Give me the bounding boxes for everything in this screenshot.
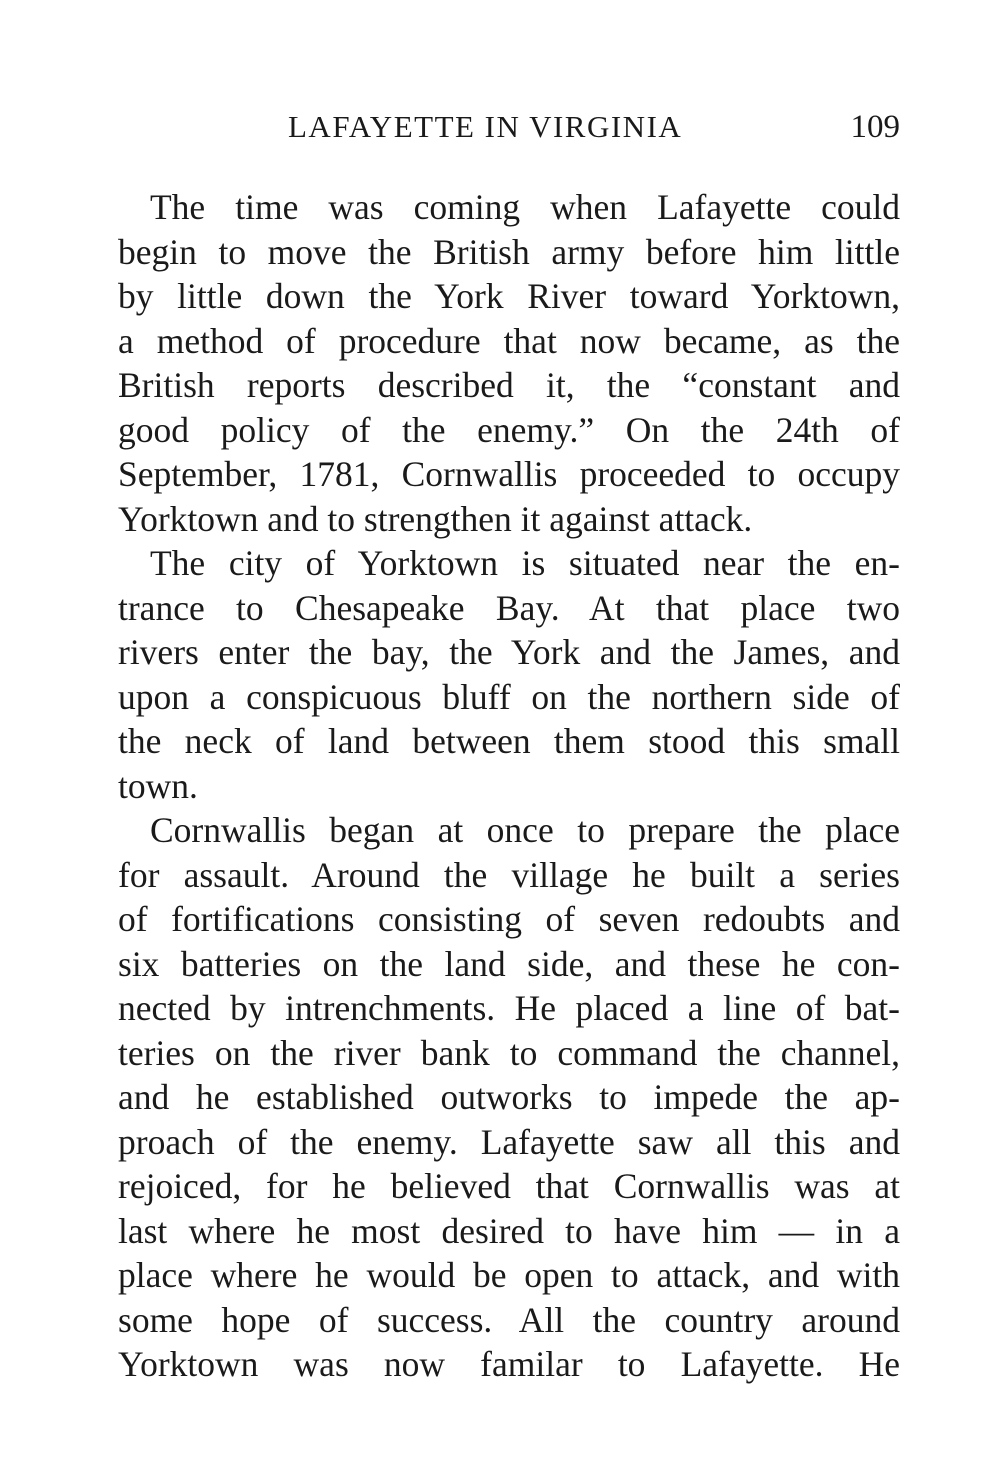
paragraph-3 bbox=[118, 808, 900, 1387]
text-line: nected by intrenchments. He placed a line of bat- bbox=[118, 988, 900, 1028]
text-line: a method of procedure that now became, as the bbox=[118, 320, 900, 361]
running-head bbox=[118, 104, 900, 150]
text-line: last where he most desired to have him — in a bbox=[118, 1210, 900, 1251]
text-line: and he established outworks to impede the ap- bbox=[118, 1077, 900, 1117]
page-number: 109 bbox=[850, 109, 900, 145]
paragraph-2 bbox=[118, 541, 900, 808]
text-line: trance to Chesapeake Bay. At that place two bbox=[118, 587, 900, 628]
text-line: of fortifications consisting of seven redoubts and bbox=[118, 899, 900, 939]
text-line: for assault. Around the village he built a series bbox=[118, 854, 900, 895]
text-line: town. bbox=[118, 765, 198, 806]
text-line: upon a conspicuous bluff on the northern side of bbox=[118, 676, 900, 717]
text-line: six batteries on the land side, and these he con- bbox=[118, 943, 900, 984]
body-text bbox=[118, 185, 900, 1387]
running-title: LAFAYETTE IN VIRGINIA bbox=[288, 109, 683, 144]
text-line: begin to move the British army before him little bbox=[118, 231, 900, 272]
text-line: teries on the river bank to command the channel, bbox=[118, 1032, 900, 1073]
text-line: Yorktown was now familar to Lafayette. He bbox=[118, 1344, 900, 1384]
text-line: good policy of the enemy.” On the 24th of bbox=[118, 409, 900, 450]
text-line: rejoiced, for he believed that Cornwallis was at bbox=[118, 1166, 900, 1206]
text-line: The time was coming when Lafayette could bbox=[150, 187, 900, 227]
text-line: the neck of land between them stood this small bbox=[118, 721, 900, 761]
text-line: The city of Yorktown is situated near the en- bbox=[150, 543, 900, 583]
text-line: rivers enter the bay, the York and the James, and bbox=[118, 632, 900, 672]
text-line: some hope of success. All the country around bbox=[118, 1299, 900, 1340]
text-line: September, 1781, Cornwallis proceeded to occupy bbox=[118, 454, 900, 494]
text-line: place where he would be open to attack, and with bbox=[118, 1255, 900, 1295]
text-line: Yorktown and to strengthen it against attack. bbox=[118, 498, 753, 539]
text-line: Cornwallis began at once to prepare the place bbox=[150, 810, 900, 850]
text-line: proach of the enemy. Lafayette saw all this and bbox=[118, 1121, 900, 1162]
text-line: by little down the York River toward Yorktown, bbox=[118, 276, 900, 316]
paragraph-1 bbox=[118, 185, 900, 541]
text-line: British reports described it, the “constant and bbox=[118, 365, 900, 405]
